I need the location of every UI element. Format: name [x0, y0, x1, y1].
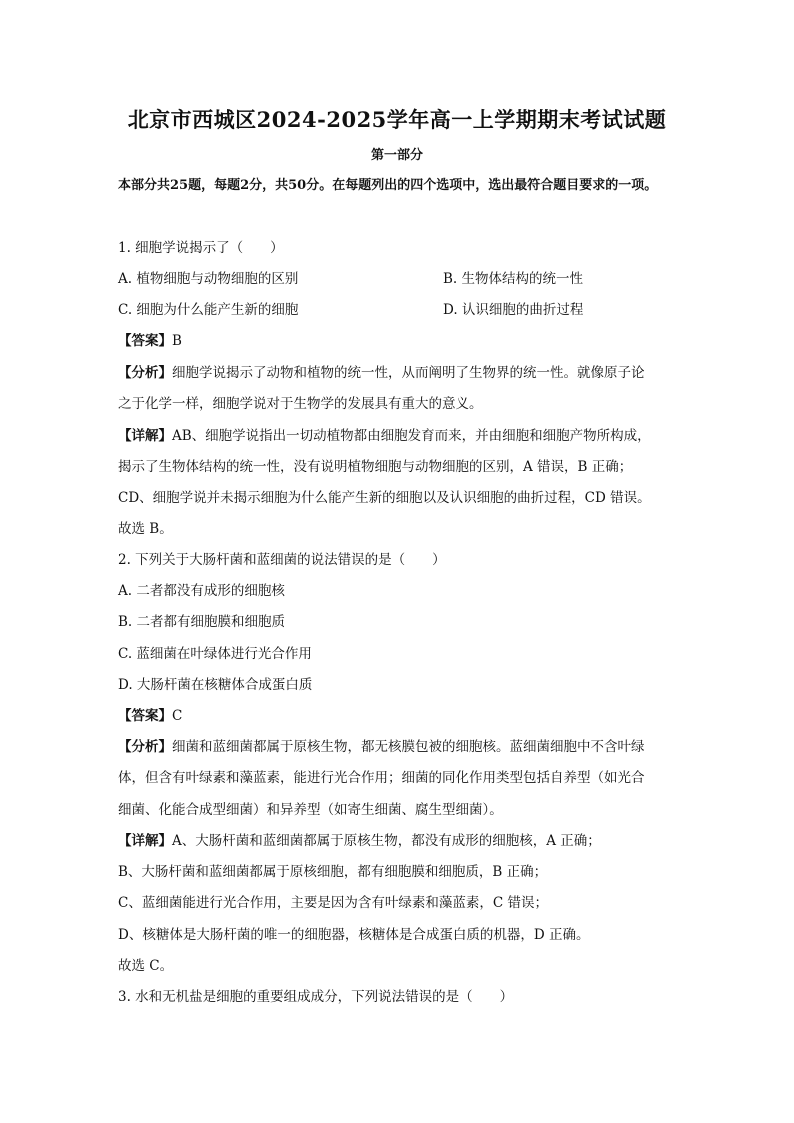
detail-tag: 【详解】 [118, 833, 172, 849]
detail-text: AB、细胞学说指出一切动植物都由细胞发育而来，并由细胞和细胞产物所构成， [172, 428, 651, 444]
question-2-analysis-line-1 [118, 737, 690, 757]
question-1-detail-line-3: CD、细胞学说并未揭示细胞为什么能产生新的细胞以及认识细胞的曲折过程，CD 错误。 [118, 490, 651, 506]
question-2-analysis-line-3: 细菌、化能合成型细菌）和异养型（如寄生细菌、腐生型细菌）。 [118, 802, 503, 818]
question-1-answer [118, 331, 690, 351]
question-2-answer [118, 706, 690, 726]
answer-tag: 【答案】 [118, 708, 172, 724]
answer-value: B [172, 333, 182, 349]
question-2-option-c: C. 蓝细菌在叶绿体进行光合作用 [118, 646, 312, 662]
question-1-analysis-line-2: 之于化学一样，细胞学说对于生物学的发展具有重大的意义。 [118, 396, 483, 412]
page-title: 北京市西城区2024-2025学年高一上学期期末考试试题 [127, 107, 667, 132]
answer-tag: 【答案】 [118, 333, 172, 349]
question-2-option-d: D. 大肠杆菌在核糖体合成蛋白质 [118, 677, 313, 693]
question-1-option-c: C. 细胞为什么能产生新的细胞 [118, 302, 299, 318]
question-1-conclusion: 故选 B。 [118, 521, 173, 537]
question-1-analysis-line-1 [118, 363, 690, 383]
answer-value: C [172, 708, 183, 724]
analysis-text: 细胞学说揭示了动物和植物的统一性，从而阐明了生物界的统一性。就像原子论 [172, 365, 645, 381]
question-2-stem: 2. 下列关于大肠杆菌和蓝细菌的说法错误的是（ ） [118, 552, 446, 568]
question-2-option-a: A. 二者都没有成形的细胞核 [118, 583, 285, 599]
question-3-stem: 3. 水和无机盐是细胞的重要组成成分，下列说法错误的是（ ） [118, 989, 514, 1005]
question-2-conclusion: 故选 C。 [118, 958, 174, 974]
question-1-detail-line-2: 揭示了生物体结构的统一性，没有说明植物细胞与动物细胞的区别，A 错误，B 正确； [118, 459, 633, 475]
question-1-detail-line-1 [118, 426, 690, 446]
detail-tag: 【详解】 [118, 428, 172, 444]
section-instructions: 本部分共25题，每题2分，共50分。在每题列出的四个选项中，选出最符合题目要求的一项。 [118, 178, 658, 193]
question-1-option-d: D. 认识细胞的曲折过程 [443, 302, 584, 318]
section-heading: 第一部分 [370, 148, 423, 163]
detail-text: A、大肠杆菌和蓝细菌都属于原核生物，都没有成形的细胞核，A 正确； [172, 833, 601, 849]
question-2-option-b: B. 二者都有细胞膜和细胞质 [118, 614, 286, 630]
question-2-detail-line-2: B、大肠杆菌和蓝细菌都属于原核细胞，都有细胞膜和细胞质，B 正确； [118, 864, 548, 880]
analysis-tag: 【分析】 [118, 739, 172, 755]
analysis-text: 细菌和蓝细菌都属于原核生物，都无核膜包被的细胞核。蓝细菌细胞中不含叶绿 [172, 739, 645, 755]
analysis-tag: 【分析】 [118, 365, 172, 381]
question-2-detail-line-1 [118, 831, 690, 851]
question-1-stem: 1. 细胞学说揭示了（ ） [118, 240, 284, 256]
question-2-detail-line-3: C、蓝细菌能进行光合作用，主要是因为含有叶绿素和藻蓝素，C 错误； [118, 895, 548, 911]
question-2-analysis-line-2: 体，但含有叶绿素和藻蓝素，能进行光合作用；细菌的同化作用类型包括自养型（如光合 [118, 770, 645, 786]
question-2-detail-line-4: D、核糖体是大肠杆菌的唯一的细胞器，核糖体是合成蛋白质的机器，D 正确。 [118, 927, 590, 943]
question-1-option-b: B. 生物体结构的统一性 [443, 271, 584, 287]
question-1-option-a: A. 植物细胞与动物细胞的区别 [118, 271, 299, 287]
